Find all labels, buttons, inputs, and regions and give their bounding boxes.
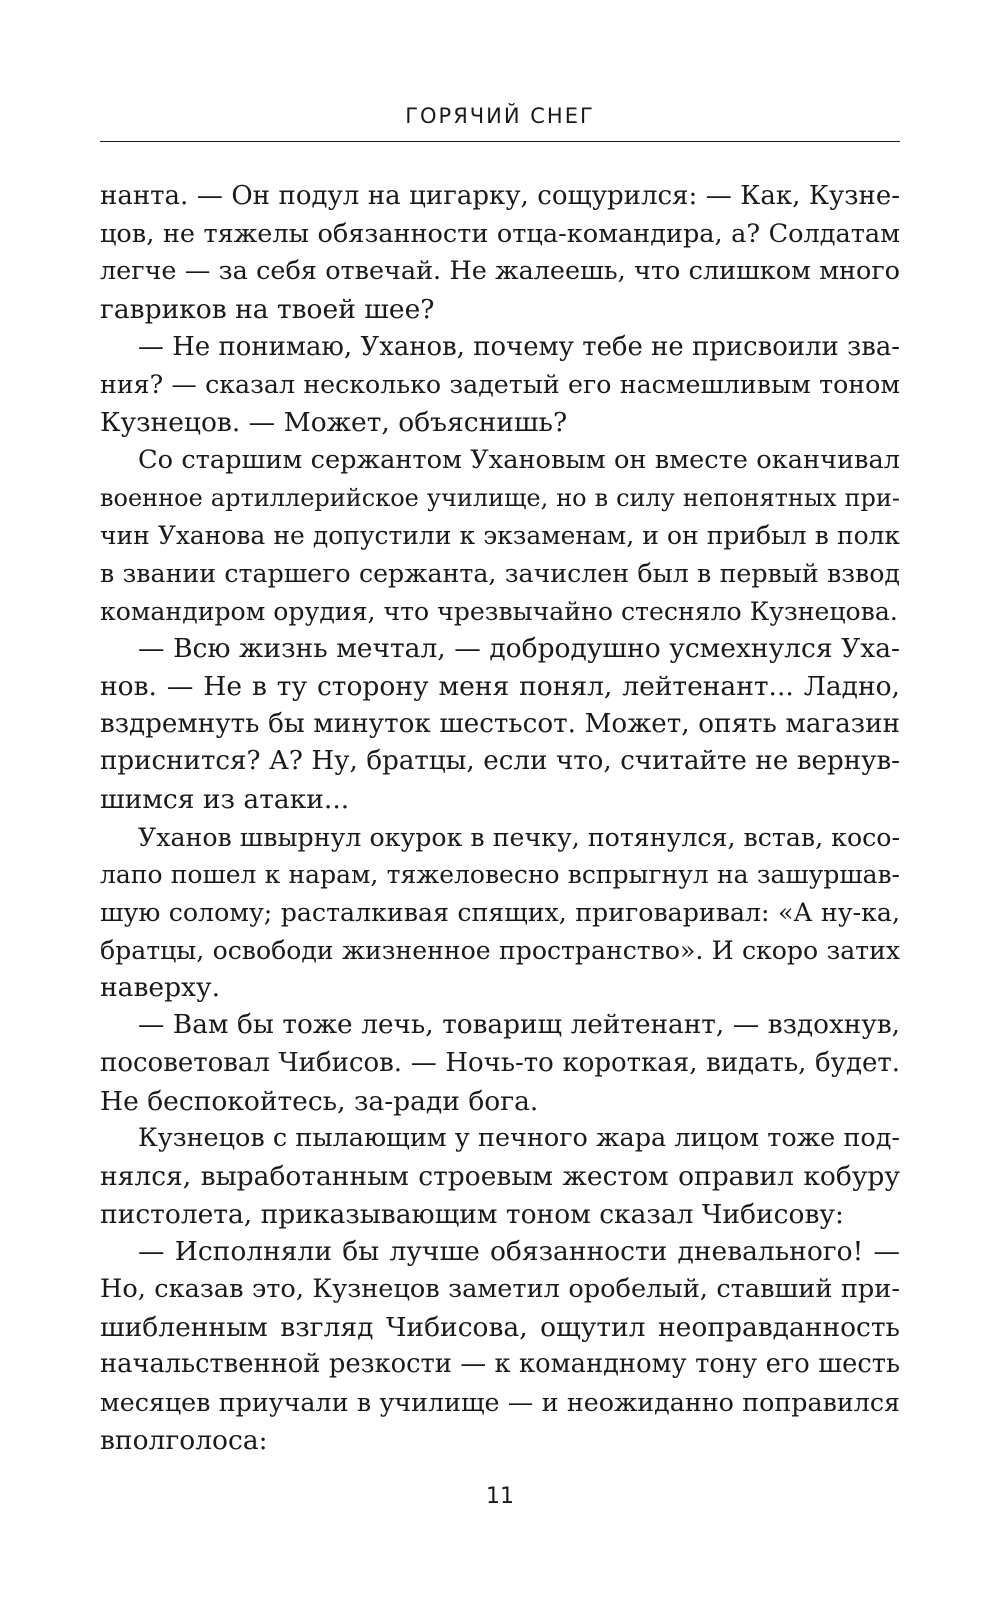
text-line: командиром орудия, что чрезвычайно стесняло Кузнецова. [100,596,898,626]
text-line: месяцев приучали в училище — и неожиданно поправился [100,1387,900,1417]
text-line: чин Уханова не допустили к экзаменам, и он прибыл в полк [100,521,900,551]
text-line: вздремнуть бы минуток шестьсот. Может, опять магазин [100,708,900,739]
text-line: легче — за себя отвечай. Не жалеешь, что слишком много [100,256,900,287]
text-line: нов. — Не в ту сторону меня понял, лейтенант... Ладно, [100,670,900,702]
text-line: военное артиллерийское училище, но в силу непонятных при- [100,483,900,512]
text-line: нялся, выработанным строевым жестом оправил кобуру [100,1160,900,1192]
text-line: ния? — сказал несколько задетый его насмешливым тоном [100,370,900,400]
text-line: приснится? А? Ну, братцы, если что, считайте не вернув- [100,746,900,777]
text-line: Кузнецов с пылающим у печного жара лицом тоже под- [138,1123,900,1154]
text-line: Со старшим сержантом Ухановым он вместе оканчивал [138,444,900,475]
text-line: в звании старшего сержанта, зачислен был в первый взвод [100,558,900,588]
text-line: вполголоса: [100,1424,268,1456]
text-line: наверху. [100,972,220,1004]
text-line: пистолета, приказывающим тоном сказал Чибисову: [100,1198,844,1230]
text-line: Уханов швырнул окурок в печку, потянулся, встав, косо- [138,822,900,852]
running-title: ГОРЯЧИЙ СНЕГ [405,104,595,128]
body-text [100,178,900,1459]
text-line: Не беспокойтесь, за-ради бога. [100,1085,539,1117]
text-line: цов, не тяжелы обязанности отца-командира, а? Солдатам [100,218,900,249]
text-line: шую солому; расталкивая спящих, приговаривал: «А ну-ка, [100,898,900,928]
text-line: шибленным взгляд Чибисова, ощутил неоправданность [100,1311,900,1343]
text-line: — Не понимаю, Уханов, почему тебе не присвоили зва- [138,331,900,362]
text-line: посоветовал Чибисов. — Ночь-то короткая, видать, будет. [100,1047,900,1078]
text-line: гавриков на твоей шее? [100,294,435,326]
text-line: начальственной резкости — к командному тону его шесть [100,1349,900,1380]
text-line: Кузнецов. — Может, объяснишь? [100,407,568,439]
page-number: 11 [486,1484,514,1509]
text-line: лапо пошел к нарам, тяжеловесно вспрыгнул на зашуршав- [100,860,900,890]
header-rule [100,141,900,142]
text-line: — Всю жизнь мечтал, — добродушно усмехнулся Уха- [138,633,900,665]
text-line: Но, сказав это, Кузнецов заметил оробелый, ставший при- [100,1273,900,1304]
text-line: братцы, освободи жизненное пространство». И скоро затих [100,935,900,965]
text-line: нанта. — Он подул на цигарку, сощурился: — Как, Кузне- [100,181,900,211]
text-line: — Вам бы тоже лечь, товарищ лейтенант, — вздохнув, [138,1010,900,1041]
text-line: шимся из атаки... [100,784,350,815]
text-line: — Исполняли бы лучше обязанности дневального! — [138,1236,900,1268]
